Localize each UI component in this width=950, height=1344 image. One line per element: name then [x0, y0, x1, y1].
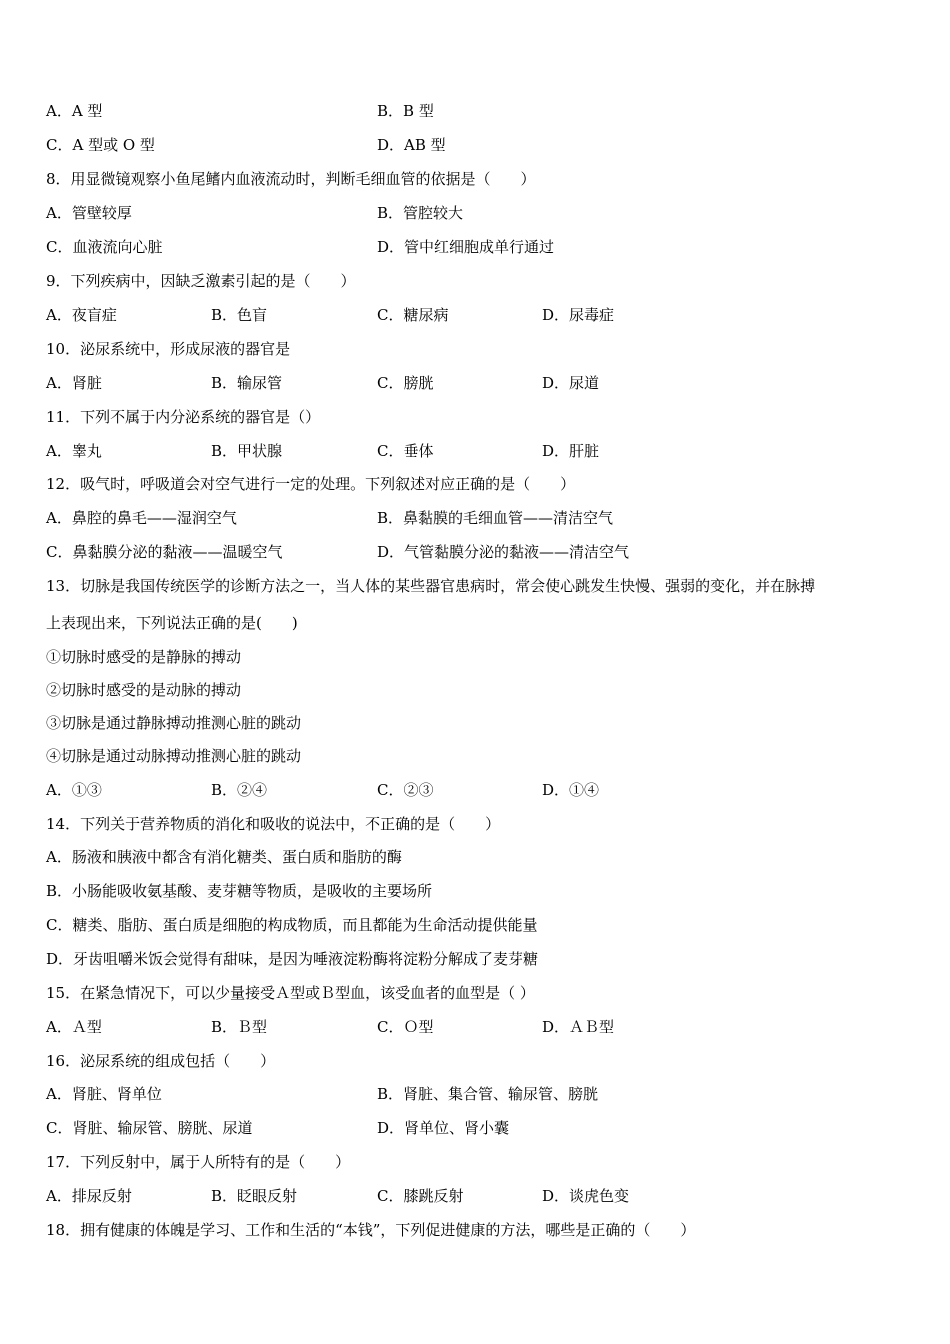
- q13-statement-4: ④切脉是通过动脉搏动推测心脏的跳动: [46, 747, 302, 765]
- q11-option-a: A．睾丸: [46, 442, 102, 460]
- q13-stem-line2: 上表现出来，下列说法正确的是( ): [46, 614, 298, 632]
- q15-option-c: C．Ｏ型: [377, 1018, 434, 1036]
- q10-option-c: C．膀胱: [377, 374, 434, 392]
- q8-option-b: B．管腔较大: [377, 204, 464, 222]
- q16-option-d: D．肾单位、肾小囊: [377, 1119, 510, 1137]
- q8-option-c: C．血液流向心脏: [46, 238, 163, 256]
- q13-statement-2: ②切脉时感受的是动脉的搏动: [46, 681, 242, 699]
- q15-option-d: D．ＡＢ型: [542, 1018, 615, 1036]
- q7-option-a: A．A 型: [46, 102, 103, 120]
- q13-stem-line1: 13．切脉是我国传统医学的诊断方法之一，当人体的某些器官患病时，常会使心跳发生快慢、强弱的变化，并在脉搏: [46, 577, 816, 595]
- q10-option-d: D．尿道: [542, 374, 600, 392]
- q16-stem: 16．泌尿系统的组成包括（ ）: [46, 1052, 276, 1070]
- q12-option-d: D．气管黏膜分泌的黏液——清洁空气: [377, 543, 630, 561]
- q13-statement-1: ①切脉时感受的是静脉的搏动: [46, 648, 242, 666]
- q9-option-a: A．夜盲症: [46, 306, 117, 324]
- q18-stem: 18．拥有健康的体魄是学习、工作和生活的“本钱”，下列促进健康的方法，哪些是正确的（ ）: [46, 1221, 696, 1239]
- q14-option-b: B．小肠能吸收氨基酸、麦芽糖等物质，是吸收的主要场所: [46, 882, 433, 900]
- q7-option-b: B．B 型: [377, 102, 434, 120]
- q8-option-a: A．管壁较厚: [46, 204, 132, 222]
- q7-option-d: D．AB 型: [377, 136, 446, 154]
- q14-stem: 14．下列关于营养物质的消化和吸收的说法中，不正确的是（ ）: [46, 815, 501, 833]
- q10-option-a: A．肾脏: [46, 374, 102, 392]
- q9-option-b: B．色盲: [211, 306, 268, 324]
- q15-option-a: A．Ａ型: [46, 1018, 102, 1036]
- q13-statement-3: ③切脉是通过静脉搏动推测心脏的跳动: [46, 714, 302, 732]
- q12-option-b: B．鼻黏膜的毛细血管——清洁空气: [377, 509, 614, 527]
- q13-option-c: C．②③: [377, 781, 434, 799]
- q11-option-d: D．肝脏: [542, 442, 600, 460]
- q10-option-b: B．输尿管: [211, 374, 283, 392]
- q16-option-b: B．肾脏、集合管、输尿管、膀胱: [377, 1085, 599, 1103]
- q11-option-c: C．垂体: [377, 442, 434, 460]
- q10-stem: 10．泌尿系统中，形成尿液的器官是: [46, 340, 291, 358]
- q15-stem: 15．在紧急情况下，可以少量接受Ａ型或Ｂ型血，该受血者的血型是（ ）: [46, 984, 535, 1002]
- q11-option-b: B．甲状腺: [211, 442, 283, 460]
- q15-option-b: B．Ｂ型: [211, 1018, 268, 1036]
- q17-stem: 17．下列反射中，属于人所特有的是（ ）: [46, 1153, 351, 1171]
- q14-option-a: A．肠液和胰液中都含有消化糖类、蛋白质和脂肪的酶: [46, 848, 402, 866]
- q17-option-b: B．眨眼反射: [211, 1187, 298, 1205]
- q16-option-c: C．肾脏、输尿管、膀胱、尿道: [46, 1119, 253, 1137]
- q8-stem: 8．用显微镜观察小鱼尾鳍内血液流动时，判断毛细血管的依据是（ ）: [46, 170, 536, 188]
- q12-option-a: A．鼻腔的鼻毛——湿润空气: [46, 509, 237, 527]
- q17-option-c: C．膝跳反射: [377, 1187, 464, 1205]
- q16-option-a: A．肾脏、肾单位: [46, 1085, 162, 1103]
- q9-option-c: C．糖尿病: [377, 306, 449, 324]
- q12-option-c: C．鼻黏膜分泌的黏液——温暖空气: [46, 543, 283, 561]
- q13-option-a: A．①③: [46, 781, 102, 799]
- q7-option-c: C．A 型或 O 型: [46, 136, 155, 154]
- q9-stem: 9．下列疾病中，因缺乏激素引起的是（ ）: [46, 272, 356, 290]
- q13-option-b: B．②④: [211, 781, 268, 799]
- q9-option-d: D．尿毒症: [542, 306, 615, 324]
- q11-stem: 11．下列不属于内分泌系统的器官是（）: [46, 408, 321, 426]
- q13-option-d: D．①④: [542, 781, 600, 799]
- q17-option-a: A．排尿反射: [46, 1187, 132, 1205]
- q17-option-d: D．谈虎色变: [542, 1187, 630, 1205]
- q12-stem: 12．吸气时，呼吸道会对空气进行一定的处理。下列叙述对应正确的是（ ）: [46, 475, 576, 493]
- q14-option-d: D．牙齿咀嚼米饭会觉得有甜味，是因为唾液淀粉酶将淀粉分解成了麦芽糖: [46, 950, 539, 968]
- q14-option-c: C．糖类、脂肪、蛋白质是细胞的构成物质，而且都能为生命活动提供能量: [46, 916, 538, 934]
- q8-option-d: D．管中红细胞成单行通过: [377, 238, 555, 256]
